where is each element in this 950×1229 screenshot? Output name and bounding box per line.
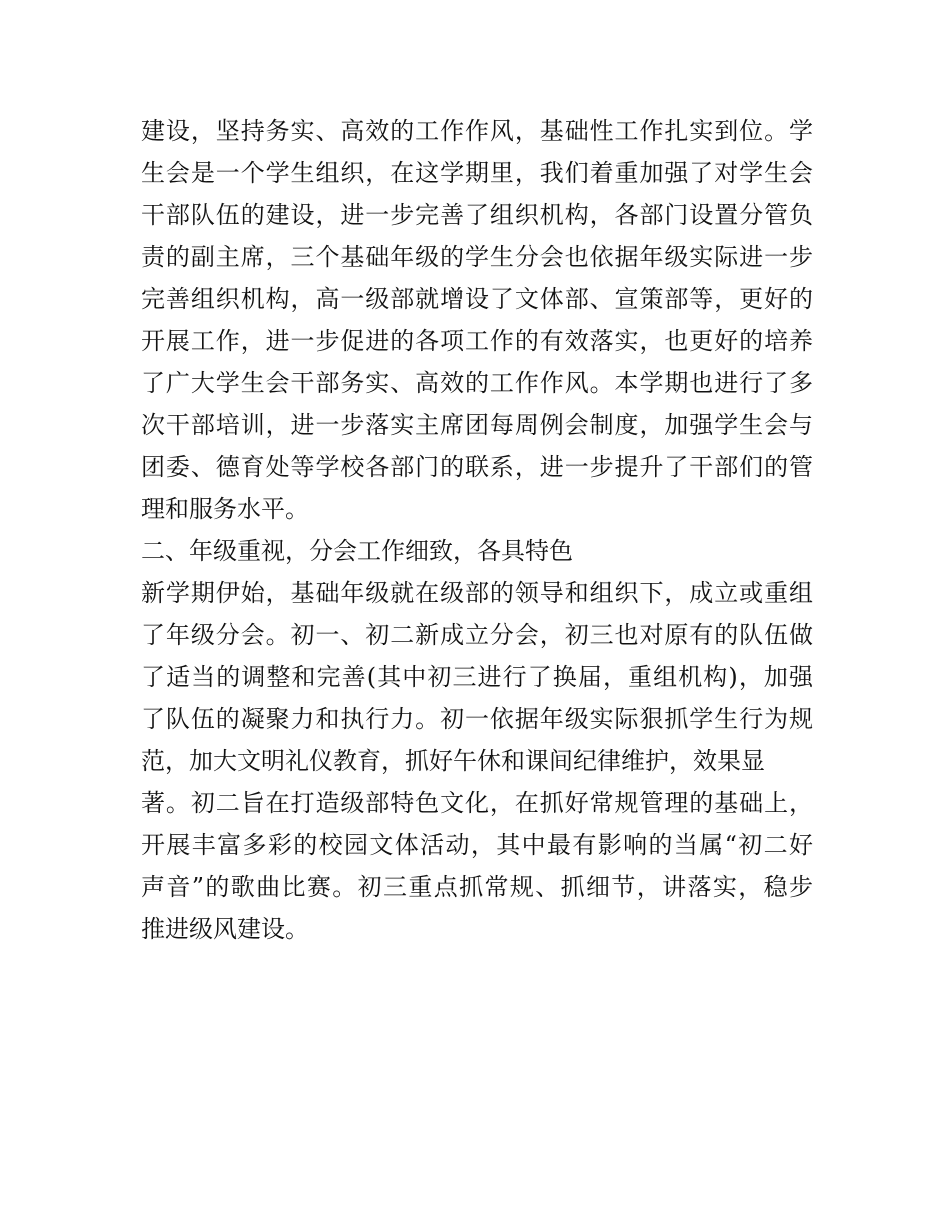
text-line: 团委、德育处等学校各部门的联系，进一步提升了干部们的管: [141, 453, 813, 481]
text-line: 了适当的调整和完善(其中初三进行了换届，重组机构)，加强: [141, 663, 813, 691]
text-line: 责的副主席，三个基础年级的学生分会也依据年级实际进一步: [141, 243, 813, 271]
text-line: 开展丰富多彩的校园文体活动，其中最有影响的当属“初二好: [141, 831, 813, 859]
paragraph-1: [141, 110, 813, 530]
text-line: 推进级风建设。: [141, 915, 309, 943]
text-line: 了年级分会。初一、初二新成立分会，初三也对原有的队伍做: [141, 621, 813, 649]
text-line: 生会是一个学生组织，在这学期里，我们着重加强了对学生会: [141, 159, 813, 187]
text-line: 了队伍的凝聚力和执行力。初一依据年级实际狠抓学生行为规: [141, 705, 813, 733]
text-line: 建设，坚持务实、高效的工作作风，基础性工作扎实到位。学: [141, 117, 813, 145]
section-heading: 二、年级重视，分会工作细致，各具特色: [141, 537, 573, 565]
text-line: 开展工作，进一步促进的各项工作的有效落实，也更好的培养: [141, 327, 813, 355]
document-body: [141, 110, 813, 950]
text-line: 理和服务水平。: [141, 495, 309, 523]
text-line: 著。初二旨在打造级部特色文化，在抓好常规管理的基础上，: [141, 789, 813, 817]
text-line: 了广大学生会干部务实、高效的工作作风。本学期也进行了多: [141, 369, 813, 397]
text-line: 完善组织机构，高一级部就增设了文体部、宣策部等，更好的: [141, 285, 813, 313]
text-line: 干部队伍的建设，进一步完善了组织机构，各部门设置分管负: [141, 201, 813, 229]
paragraph-2: [141, 572, 813, 950]
text-line: 范，加大文明礼仪教育，抓好午休和课间纪律维护，效果显: [141, 747, 765, 775]
text-line: 声音”的歌曲比赛。初三重点抓常规、抓细节，讲落实，稳步: [141, 873, 813, 901]
text-line: 新学期伊始，基础年级就在级部的领导和组织下，成立或重组: [141, 579, 813, 607]
text-line: 次干部培训，进一步落实主席团每周例会制度，加强学生会与: [141, 411, 813, 439]
